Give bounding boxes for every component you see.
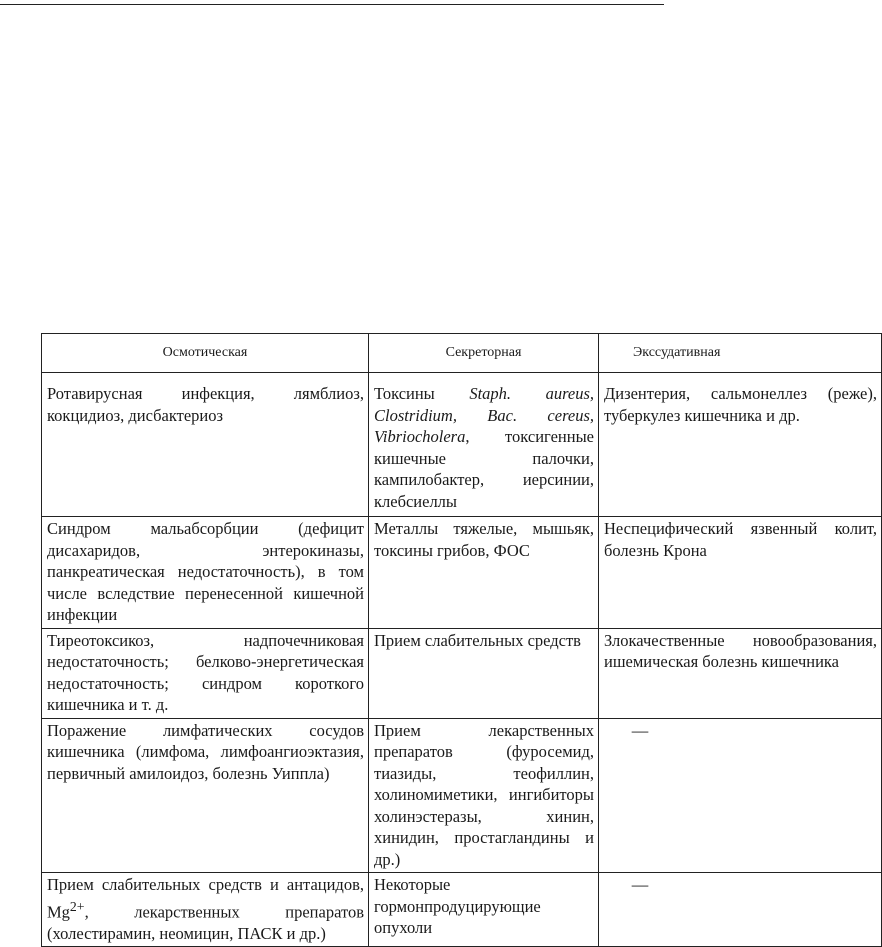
table-row bbox=[42, 873, 882, 947]
table-header-row bbox=[42, 334, 882, 373]
cell-text: Прием слабительных средств и антацидов, Mg bbox=[47, 875, 364, 921]
cell-osmotic: Поражение лимфатических сосудов кишечника (лимфома, лимфоангиоэктазия, первичный амилоидоз, болезнь Уиппла) bbox=[42, 718, 369, 873]
table-row bbox=[42, 628, 882, 718]
diarrhea-types-table-container bbox=[41, 333, 877, 943]
cell-secretory: Прием лекарственных препаратов (фуросемид, тиазиды, теофиллин, холиномиметики, ингибиторы холинэстеразы, хинин, хинидин, простагландины и др.) bbox=[369, 718, 599, 873]
cell-exudative: — bbox=[599, 873, 882, 947]
header-osmotic: Осмотическая bbox=[42, 334, 369, 373]
header-secretory: Секреторная bbox=[369, 334, 599, 373]
cell-exudative: Неспецифический язвенный колит, болезнь Крона bbox=[599, 517, 882, 629]
cell-osmotic: Синдром мальабсорбции (дефицит дисахаридов, энтерокиназы, панкреатическая недостаточность), в том числе вследствие перенесенной кишечной инфекции bbox=[42, 517, 369, 629]
cell-text: , лекарственных препаратов (холестирамин, неомицин, ПАСК и др.) bbox=[47, 902, 364, 943]
cell-osmotic: Ротавирусная инфекция, лямблиоз, кокцидиоз, дисбактериоз bbox=[42, 373, 369, 517]
table-row bbox=[42, 373, 882, 517]
table-row bbox=[42, 718, 882, 873]
cell-exudative: — bbox=[599, 718, 882, 873]
table-row bbox=[42, 517, 882, 629]
diarrhea-types-table bbox=[41, 333, 882, 947]
cell-secretory: Металлы тяжелые, мышьяк, токсины грибов, ФОС bbox=[369, 517, 599, 629]
cell-secretory: Прием слабительных средств bbox=[369, 628, 599, 718]
top-rule bbox=[0, 4, 664, 5]
cell-text: , токсигенные кишечные палочки, кампилобактер, иерсинии, клебсиеллы bbox=[374, 427, 594, 511]
cell-osmotic bbox=[42, 873, 369, 947]
header-exudative: Экссудативная bbox=[599, 334, 882, 373]
cell-text: Токсины bbox=[374, 384, 470, 403]
cell-exudative: Злокачественные новообразования, ишемическая болезнь кишечника bbox=[599, 628, 882, 718]
cell-exudative: Дизентерия, сальмонеллез (реже), туберкулез кишечника и др. bbox=[599, 373, 882, 517]
cell-italic-text: Staph. aureus, Clostridium, Bac. cereus, Vibriocholera bbox=[374, 384, 594, 446]
superscript: 2+ bbox=[69, 898, 85, 914]
cell-osmotic: Тиреотоксикоз, надпочечниковая недостаточность; белково-энергетическая недостаточность; синдром короткого кишечника и т. д. bbox=[42, 628, 369, 718]
cell-secretory bbox=[369, 373, 599, 517]
cell-secretory: Некоторые гормонпродуцирующие опухоли bbox=[369, 873, 599, 947]
